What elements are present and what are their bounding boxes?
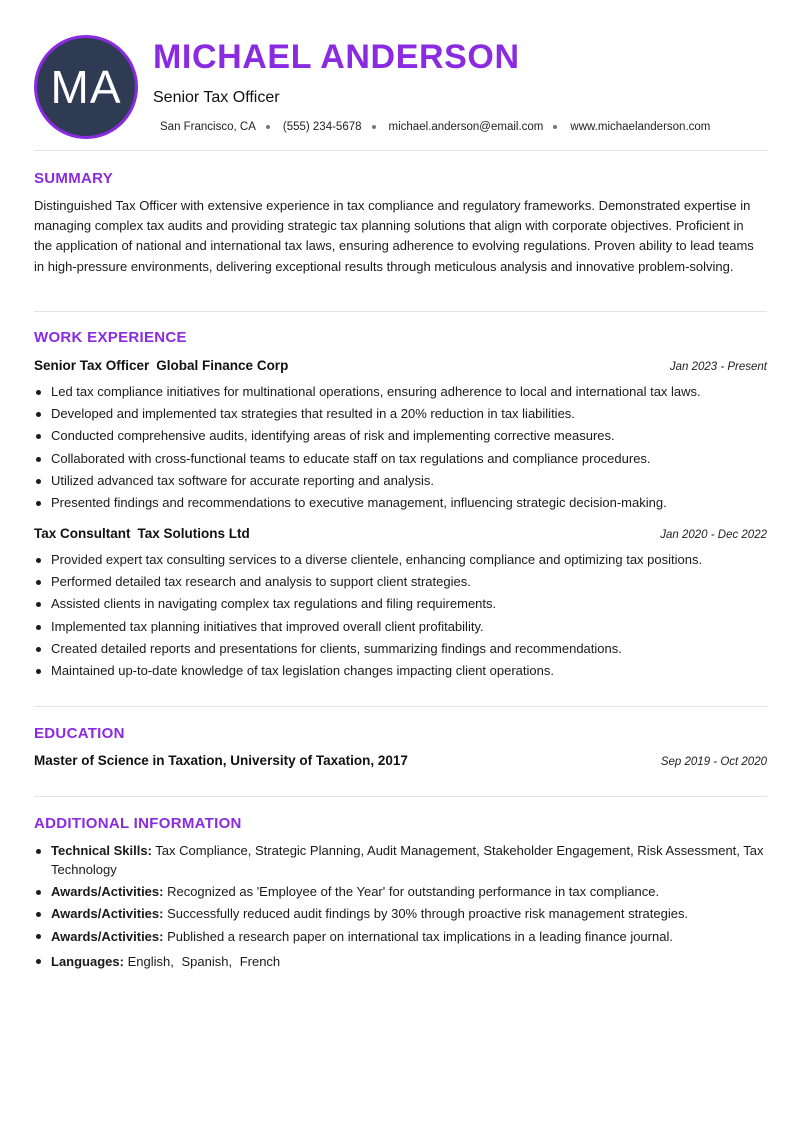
list-item: Provided expert tax consulting services to a diverse clientele, enhancing compliance and optimizing tax positions. bbox=[34, 549, 767, 571]
additional-list bbox=[34, 841, 767, 974]
language: Spanish, bbox=[181, 953, 233, 969]
job-company: Tax Solutions Ltd bbox=[137, 526, 250, 541]
education-degree: Master of Science in Taxation, University of Taxation, 2017 bbox=[34, 753, 408, 768]
summary-heading: SUMMARY bbox=[34, 170, 114, 187]
language: French bbox=[239, 953, 281, 969]
contact-row bbox=[160, 121, 710, 133]
experience-heading: WORK EXPERIENCE bbox=[34, 329, 187, 346]
candidate-title: Senior Tax Officer bbox=[153, 89, 280, 106]
list-item: Assisted clients in navigating complex tax regulations and filing requirements. bbox=[34, 593, 767, 615]
list-item: Collaborated with cross-functional teams to educate staff on tax regulations and compliance procedures. bbox=[34, 448, 767, 470]
item-label: Technical Skills: bbox=[51, 843, 152, 858]
additional-heading: ADDITIONAL INFORMATION bbox=[34, 815, 242, 832]
education-row bbox=[34, 753, 767, 768]
item-label: Awards/Activities: bbox=[51, 884, 164, 900]
candidate-name: MICHAEL ANDERSON bbox=[153, 38, 520, 76]
language: English, bbox=[127, 953, 174, 969]
separator-dot bbox=[553, 125, 557, 129]
item-text: Published a research paper on international tax implications in a leading finance journal. bbox=[163, 928, 673, 944]
languages-item bbox=[34, 952, 767, 971]
list-item: Developed and implemented tax strategies that resulted in a 20% reduction in tax liabilities. bbox=[34, 403, 767, 425]
education-heading: EDUCATION bbox=[34, 725, 125, 742]
list-item: Created detailed reports and presentations for clients, summarizing findings and recommendations. bbox=[34, 638, 767, 660]
job-role: Tax Consultant bbox=[34, 526, 131, 541]
job-header bbox=[34, 526, 767, 541]
list-item: Implemented tax planning initiatives that improved overall client profitability. bbox=[34, 616, 767, 638]
list-item bbox=[34, 927, 767, 946]
list-item bbox=[34, 841, 767, 879]
divider bbox=[34, 311, 767, 312]
job-bullets bbox=[34, 549, 767, 682]
contact-location: San Francisco, CA bbox=[160, 121, 256, 133]
job-dates: Jan 2020 - Dec 2022 bbox=[660, 529, 767, 541]
item-text: Recognized as 'Employee of the Year' for outstanding performance in tax compliance. bbox=[163, 884, 660, 900]
item-text: Tax Compliance, Strategic Planning, Audit Management, Stakeholder Engagement, Risk Assessment, Tax Technology bbox=[51, 843, 764, 877]
divider bbox=[34, 796, 767, 797]
list-item: Performed detailed tax research and analysis to support client strategies. bbox=[34, 571, 767, 593]
contact-website[interactable]: www.michaelanderson.com bbox=[570, 121, 711, 133]
avatar bbox=[34, 35, 138, 139]
separator-dot bbox=[372, 125, 376, 129]
list-item: Utilized advanced tax software for accurate reporting and analysis. bbox=[34, 470, 767, 492]
job-role: Senior Tax Officer bbox=[34, 358, 150, 373]
divider bbox=[34, 706, 767, 707]
job-company: Global Finance Corp bbox=[156, 358, 289, 373]
item-text: Successfully reduced audit findings by 30% through proactive risk management strategies. bbox=[163, 906, 689, 922]
avatar-initials: MA bbox=[50, 61, 122, 113]
item-label: Awards/Activities: bbox=[51, 906, 164, 922]
job-dates: Jan 2023 - Present bbox=[669, 361, 767, 373]
job-header bbox=[34, 358, 767, 373]
list-item bbox=[34, 882, 767, 901]
list-item: Conducted comprehensive audits, identifying areas of risk and implementing corrective measures. bbox=[34, 425, 767, 447]
divider bbox=[34, 150, 767, 151]
contact-phone: (555) 234-5678 bbox=[282, 121, 362, 133]
separator-dot bbox=[266, 125, 270, 129]
job-bullets bbox=[34, 381, 767, 514]
item-label: Awards/Activities: bbox=[51, 928, 164, 944]
languages-label: Languages: bbox=[51, 953, 124, 969]
list-item: Led tax compliance initiatives for multinational operations, ensuring adherence to local and international tax laws. bbox=[34, 381, 767, 403]
contact-email[interactable]: michael.anderson@email.com bbox=[388, 121, 544, 133]
list-item bbox=[34, 904, 767, 923]
list-item: Presented findings and recommendations to executive management, influencing strategic decision-making. bbox=[34, 492, 767, 514]
summary-text: Distinguished Tax Officer with extensive experience in tax compliance and regulatory frameworks. Demonstrated expertise in managing complex tax audits and providing strategic tax planning solutions that align with corporate objectives. Proficient in the application of national and international tax laws, ensuring adherence to evolving regulations. Proven ability to lead teams in high-pressure environments, delivering exceptional results through meticulous analysis and innovative problem-solving. bbox=[34, 198, 754, 274]
list-item: Maintained up-to-date knowledge of tax legislation changes impacting client operations. bbox=[34, 660, 767, 682]
education-dates: Sep 2019 - Oct 2020 bbox=[660, 756, 767, 768]
